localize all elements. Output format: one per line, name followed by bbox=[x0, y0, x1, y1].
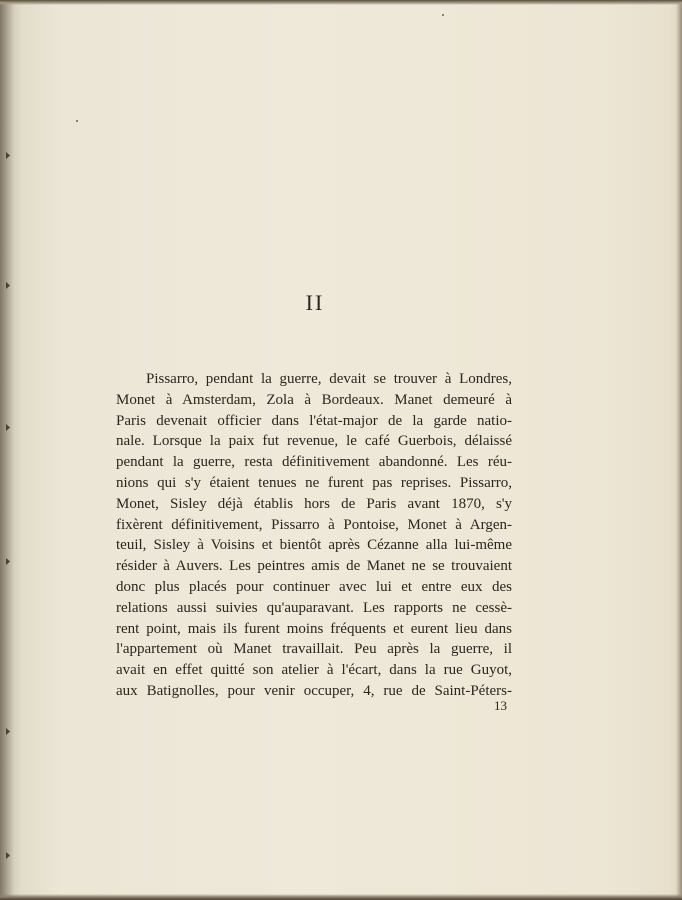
text-line: Monet à Amsterdam, Zola à Bordeaux. Manet demeuré à bbox=[116, 391, 512, 408]
text-line: résider à Auvers. Les peintres amis de Manet ne se trouvaient bbox=[116, 558, 512, 575]
text-line: l'appartement où Manet travaillait. Peu après la guerre, il bbox=[116, 641, 512, 658]
text-line: Paris devenait officier dans l'état-major de la garde natio- bbox=[116, 412, 512, 429]
text-line: rent point, mais ils furent moins fréquents et eurent lieu dans bbox=[116, 620, 512, 637]
paper-speck bbox=[76, 120, 78, 122]
page-bottom-edge bbox=[0, 894, 682, 900]
text-line: fixèrent définitivement, Pissarro à Pontoise, Monet à Argen- bbox=[116, 516, 512, 533]
text-line: pendant la guerre, resta définitivement abandonné. Les réu- bbox=[116, 454, 512, 471]
page-right-edge bbox=[676, 0, 682, 900]
text-line: relations aussi suivies qu'auparavant. Les rapports ne cessè- bbox=[116, 599, 512, 616]
text-line: donc plus placés pour continuer avec lui et entre eux des bbox=[116, 578, 512, 595]
text-line: teuil, Sisley à Voisins et bientôt après Cézanne alla lui-même bbox=[116, 537, 512, 554]
chapter-heading: II bbox=[305, 290, 325, 315]
text-line: Pissarro, pendant la guerre, devait se trouver à Londres, bbox=[146, 371, 512, 387]
text-line: aux Batignolles, pour venir occuper, 4, rue de Saint-Péters- bbox=[116, 682, 512, 699]
page-top-edge bbox=[0, 0, 682, 5]
text-line: Monet, Sisley déjà établis hors de Paris avant 1870, s'y bbox=[116, 495, 512, 512]
page-number: 13 bbox=[494, 698, 507, 713]
text-line: nions qui s'y étaient tenues ne furent pas reprises. Pissarro, bbox=[116, 474, 512, 491]
text-line: avait en effet quitté son atelier à l'écart, dans la rue Guyot, bbox=[116, 662, 512, 679]
body-paragraph bbox=[116, 369, 512, 702]
binding-shadow bbox=[0, 0, 14, 900]
text-line: nale. Lorsque la paix fut revenue, le café Guerbois, délaissé bbox=[116, 433, 512, 450]
paper-speck bbox=[442, 14, 444, 16]
